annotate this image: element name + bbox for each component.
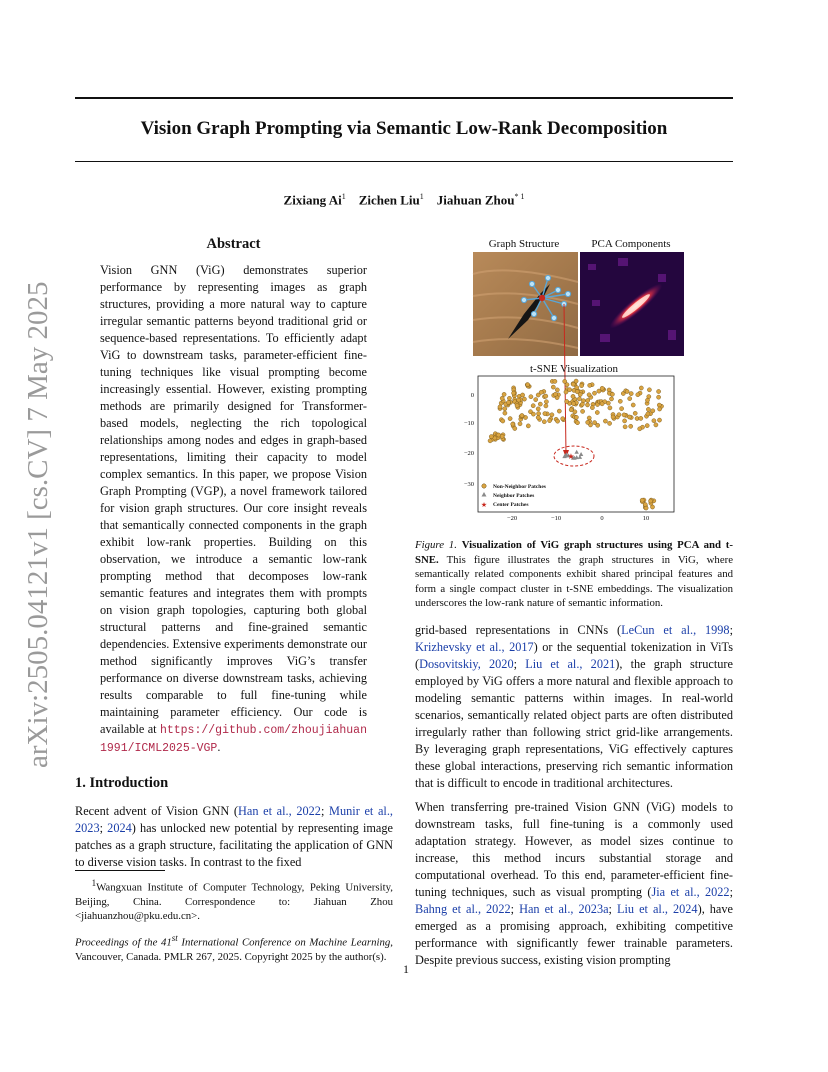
non-neighbor-point — [633, 411, 637, 415]
body-text: ; — [510, 902, 520, 916]
citation-link[interactable]: 2024 — [107, 821, 132, 835]
citation-link[interactable]: Krizhevsky et al., 2017 — [415, 640, 534, 654]
non-neighbor-point — [557, 409, 561, 413]
non-neighbor-point — [617, 413, 621, 417]
non-neighbor-point — [515, 404, 519, 408]
non-neighbor-point — [526, 383, 530, 387]
abstract-end: . — [217, 740, 221, 754]
non-neighbor-point — [529, 395, 533, 399]
legend-marker-neighbor — [482, 492, 487, 497]
x-tick-label: −10 — [550, 515, 562, 522]
legend-label: Neighbor Patches — [493, 493, 535, 499]
non-neighbor-point — [561, 417, 565, 421]
center-node — [539, 295, 545, 301]
non-neighbor-point — [647, 388, 651, 392]
non-neighbor-point — [526, 424, 530, 428]
body-text: ), the graph structure employed by ViG offers a more natural and flexible approach to modeling semantic patterns within images. In real-world scenarios, semantically related object parts are often distributed irregularly rather than following strict grid-like arrangements. By leveraging graph representations, ViG effectively captures these global interactions, preserving rich semantic information that is difficult to encode in traditional architectures. — [415, 657, 733, 790]
tsne-legend — [481, 484, 546, 509]
non-neighbor-point — [574, 415, 578, 419]
x-tick-label: 0 — [600, 515, 604, 522]
arxiv-identifier: arXiv:2505.04121v1 [cs.CV] 7 May 2025 — [22, 281, 54, 768]
body-text: grid-based representations in CNNs ( — [415, 623, 622, 637]
non-neighbor-point — [629, 424, 633, 428]
non-neighbor-point — [627, 415, 631, 419]
pca-components-image — [580, 252, 684, 356]
intro-text: ) has unlocked new potential by representing image patches as a graph structure, facilitating the application of GNN to diverse vision tasks. In contrast to the fixed — [75, 821, 393, 869]
legend-label: Center Patches — [493, 502, 529, 508]
non-neighbor-point — [548, 419, 552, 423]
non-neighbor-point — [588, 383, 592, 387]
non-neighbor-point — [590, 406, 594, 410]
non-neighbor-point — [539, 390, 543, 394]
non-neighbor-point — [580, 402, 584, 406]
body-text: ; — [608, 902, 617, 916]
legend-label: Non-Neighbor Patches — [493, 484, 546, 490]
non-neighbor-point — [645, 424, 649, 428]
section-heading-introduction: 1. Introduction — [75, 775, 169, 791]
title-bottom-rule — [75, 161, 733, 162]
proceedings-text: , Vancouver, Canada. PMLR 267, 2025. Copyright 2025 by the author(s). — [75, 936, 393, 963]
body-text: ; — [729, 885, 733, 899]
non-neighbor-point — [501, 419, 505, 423]
pca-components-label: PCA Components — [591, 238, 671, 250]
non-neighbor-point — [651, 409, 655, 413]
non-neighbor-point — [544, 404, 548, 408]
y-tick-label: −30 — [463, 481, 474, 488]
non-neighbor-point — [625, 389, 629, 393]
non-neighbor-point — [544, 400, 548, 404]
author-affiliation-mark: * 1 — [514, 192, 525, 201]
non-neighbor-point — [618, 399, 622, 403]
non-neighbor-point — [538, 402, 542, 406]
non-neighbor-point — [610, 392, 614, 396]
abstract-heading: Abstract — [206, 236, 261, 252]
non-neighbor-point — [595, 410, 599, 414]
non-neighbor-point — [636, 393, 640, 397]
proceedings-ordinal: st — [171, 933, 178, 943]
body-text: ) or the sequential tokenization in ViTs ( — [415, 640, 733, 671]
y-tick-label: −10 — [463, 420, 474, 427]
legend-marker-center-star-icon: ★ — [480, 501, 488, 509]
non-neighbor-point — [521, 393, 525, 397]
non-neighbor-point — [581, 409, 585, 413]
tsne-plot — [464, 376, 674, 522]
non-neighbor-point — [592, 391, 596, 395]
non-neighbor-point — [503, 411, 507, 415]
non-neighbor-point — [608, 421, 612, 425]
author-name: Jiahuan Zhou — [436, 192, 515, 208]
author-affiliation-mark: 1 — [419, 192, 424, 201]
center-point-star-icon: ★ — [567, 452, 575, 461]
non-neighbor-point — [565, 399, 569, 403]
author-name: Zixiang Ai — [283, 192, 342, 208]
graph-structure-label: Graph Structure — [488, 238, 560, 250]
non-neighbor-point — [543, 412, 547, 416]
non-neighbor-point — [650, 505, 654, 509]
body-text: ; — [513, 657, 526, 671]
non-neighbor-point — [585, 403, 589, 407]
non-neighbor-point — [508, 417, 512, 421]
non-neighbor-point — [652, 419, 656, 423]
page-number: 1 — [403, 962, 409, 976]
paragraph — [415, 622, 733, 792]
non-neighbor-point — [622, 413, 626, 417]
tsne-scatter-points — [488, 379, 664, 510]
non-neighbor-point — [517, 398, 521, 402]
non-neighbor-point — [498, 405, 502, 409]
proceedings-venue: Proceedings of the 41 — [75, 936, 172, 949]
non-neighbor-point — [512, 391, 516, 395]
title-top-rule — [75, 97, 733, 99]
non-neighbor-point — [640, 498, 644, 502]
neighbor-point — [574, 450, 578, 454]
citation-link[interactable]: Han et al., 2022 — [238, 804, 321, 818]
non-neighbor-point — [649, 499, 653, 503]
non-neighbor-point — [645, 398, 649, 402]
non-neighbor-point — [597, 389, 601, 393]
citation-link[interactable]: Jia et al., 2022 — [651, 885, 730, 899]
caption-title: Visualization of ViG graph structures using PCA and t-SNE. — [415, 539, 733, 566]
legend-marker-non-neighbor — [482, 484, 486, 488]
non-neighbor-point — [488, 439, 492, 443]
citation-link[interactable]: Munir et al., 2023 — [75, 804, 393, 835]
non-neighbor-point — [629, 392, 633, 396]
intro-text: ; — [320, 804, 330, 818]
citation-link[interactable]: Han et al., 2023a — [519, 902, 609, 916]
non-neighbor-point — [638, 427, 642, 431]
caption-label: Figure 1. — [415, 539, 462, 551]
non-neighbor-point — [611, 415, 615, 419]
intro-paragraph — [75, 803, 393, 871]
non-neighbor-point — [646, 407, 650, 411]
non-neighbor-point — [520, 413, 524, 417]
non-neighbor-point — [631, 403, 635, 407]
non-neighbor-point — [542, 420, 546, 424]
non-neighbor-point — [657, 395, 661, 399]
non-neighbor-point — [536, 415, 540, 419]
neighbor-point — [579, 452, 583, 456]
non-neighbor-point — [574, 379, 578, 383]
author-name: Zichen Liu — [358, 192, 420, 208]
non-neighbor-point — [643, 502, 647, 506]
caption-text: This figure illustrates the graph structures in ViG, where semantically related components exhibit shared principal features and form a single compact cluster in t-SNE embeddings. The visualization underscores the low-rank nature of semantic information. — [415, 553, 733, 609]
non-neighbor-point — [609, 397, 613, 401]
body-text: ; — [729, 623, 734, 637]
non-neighbor-point — [518, 422, 522, 426]
non-neighbor-point — [563, 379, 567, 383]
non-neighbor-point — [657, 403, 661, 407]
non-neighbor-point — [553, 379, 557, 383]
non-neighbor-point — [623, 419, 627, 423]
citation-link[interactable]: Dosovitskiy, 2020 — [419, 657, 514, 671]
code-link[interactable]: https://github.com/zhoujiahuan1991/ICML2025-VGP — [100, 724, 367, 755]
non-neighbor-point — [531, 404, 535, 408]
non-neighbor-point — [536, 407, 540, 411]
non-neighbor-point — [586, 420, 590, 424]
citation-link[interactable]: Bahng et al., 2022 — [415, 902, 511, 916]
non-neighbor-point — [603, 419, 607, 423]
citation-link[interactable]: Liu et al., 2024 — [616, 902, 698, 916]
affiliation-footnote — [75, 876, 393, 923]
abstract-text: Vision GNN (ViG) demonstrates superior performance by representing images as graph structures, providing a more natural way to capture irregular semantic patterns beyond traditional grid or sequence-based representations. To efficiently adapt ViG to downstream tasks, parameter-efficient fine-tuning techniques like visual prompting become increasingly essential. However, existing prompting methods are primarily designed for Transformer-based models, neglecting the rich topological relationships among nodes and edges in graph-based representations, limiting their capacity to model complex semantics. In this paper, we propose Vision Graph Prompting (VGP), a novel framework tailored for vision graph structures. Our core insight reveals that semantically connected components in the graph exhibit low-rank properties. Building on this observation, we introduce a semantic low-rank prompting method that decomposes low-rank semantic features and integrates them with prompts on vision graph topologies, capturing both global structural patterns and fine-grained semantic dependencies. Extensive experiments demonstrate our method significantly improves ViG’s transfer performance on diverse downstream tasks, achieving results comparable to full fine-tuning while maintaining parameter efficiency. Our code is available at — [100, 263, 367, 736]
citation-link[interactable]: Liu et al., 2021 — [525, 657, 616, 671]
tsne-label: t-SNE Visualization — [529, 363, 619, 375]
body-text: ), have emerged as a promising approach, exhibiting competitive performance with significantly fewer trainable parameters. Despite previous success, existing vision prompting — [415, 902, 733, 967]
non-neighbor-point — [572, 402, 576, 406]
non-neighbor-point — [497, 433, 501, 437]
non-neighbor-point — [531, 412, 535, 416]
non-neighbor-point — [513, 426, 517, 430]
x-tick-label: 10 — [642, 515, 650, 522]
non-neighbor-point — [657, 418, 661, 422]
non-neighbor-point — [658, 407, 662, 411]
non-neighbor-point — [500, 396, 504, 400]
non-neighbor-point — [553, 392, 557, 396]
non-neighbor-point — [620, 407, 624, 411]
paper-title: Vision Graph Prompting via Semantic Low-Rank Decomposition — [140, 118, 668, 139]
non-neighbor-point — [489, 435, 493, 439]
proceedings-venue-rest: International Conference on Machine Learning — [177, 936, 391, 949]
non-neighbor-point — [506, 400, 510, 404]
non-neighbor-point — [639, 416, 643, 420]
non-neighbor-point — [569, 408, 573, 412]
graph-structure-image — [473, 252, 578, 356]
non-neighbor-point — [587, 393, 591, 397]
non-neighbor-point — [575, 421, 579, 425]
non-neighbor-point — [544, 394, 548, 398]
author-affiliation-mark: 1 — [341, 192, 346, 201]
non-neighbor-point — [600, 402, 604, 406]
intro-text: Recent advent of Vision GNN ( — [75, 804, 239, 818]
non-neighbor-point — [580, 384, 584, 388]
non-neighbor-point — [623, 425, 627, 429]
proceedings-note — [75, 931, 393, 964]
author-list — [75, 192, 733, 208]
y-tick-label: −20 — [463, 450, 474, 457]
intro-text: ; — [99, 821, 108, 835]
non-neighbor-point — [657, 389, 661, 393]
footnote-text: Wangxuan Institute of Computer Technology, Peking University, Beijing, China. Correspondence to: Jiahuan Zhou <jiahuanzhou@pku.edu.cn>. — [75, 881, 393, 922]
non-neighbor-point — [534, 398, 538, 402]
non-neighbor-point — [511, 422, 515, 426]
non-neighbor-point — [556, 419, 560, 423]
non-neighbor-point — [564, 390, 568, 394]
footnote-mark: 1 — [91, 878, 97, 888]
non-neighbor-point — [608, 406, 612, 410]
y-tick-label: 0 — [470, 392, 474, 399]
non-neighbor-point — [555, 388, 559, 392]
non-neighbor-point — [593, 421, 597, 425]
x-tick-label: −20 — [506, 515, 518, 522]
figure-1 — [463, 234, 708, 524]
figure-caption — [415, 538, 733, 611]
paragraph — [415, 799, 733, 969]
non-neighbor-point — [502, 392, 506, 396]
non-neighbor-point — [586, 398, 590, 402]
abstract-body — [100, 262, 367, 757]
non-neighbor-point — [503, 407, 507, 411]
non-neighbor-point — [507, 396, 511, 400]
non-neighbor-point — [577, 397, 581, 401]
non-neighbor-point — [551, 385, 555, 389]
non-neighbor-point — [550, 413, 554, 417]
citation-link[interactable]: LeCun et al., 1998 — [621, 623, 730, 637]
non-neighbor-point — [571, 394, 575, 398]
non-neighbor-point — [628, 397, 632, 401]
non-neighbor-point — [654, 423, 658, 427]
non-neighbor-point — [575, 390, 579, 394]
footnote-divider — [75, 870, 165, 871]
non-neighbor-point — [522, 397, 526, 401]
right-column-body — [415, 622, 733, 976]
non-neighbor-point — [537, 412, 541, 416]
non-neighbor-point — [639, 386, 643, 390]
body-text: When transferring pre-trained Vision GNN (ViG) models to downstream tasks, full fine-tuning is a commonly used adaptation strategy. However, as model sizes continue to increase, this method incurs substantial storage and computational overhead. To this end, parameter-efficient fine-tuning techniques, such as visual prompting ( — [415, 800, 733, 899]
non-neighbor-point — [646, 412, 650, 416]
non-neighbor-point — [575, 386, 579, 390]
